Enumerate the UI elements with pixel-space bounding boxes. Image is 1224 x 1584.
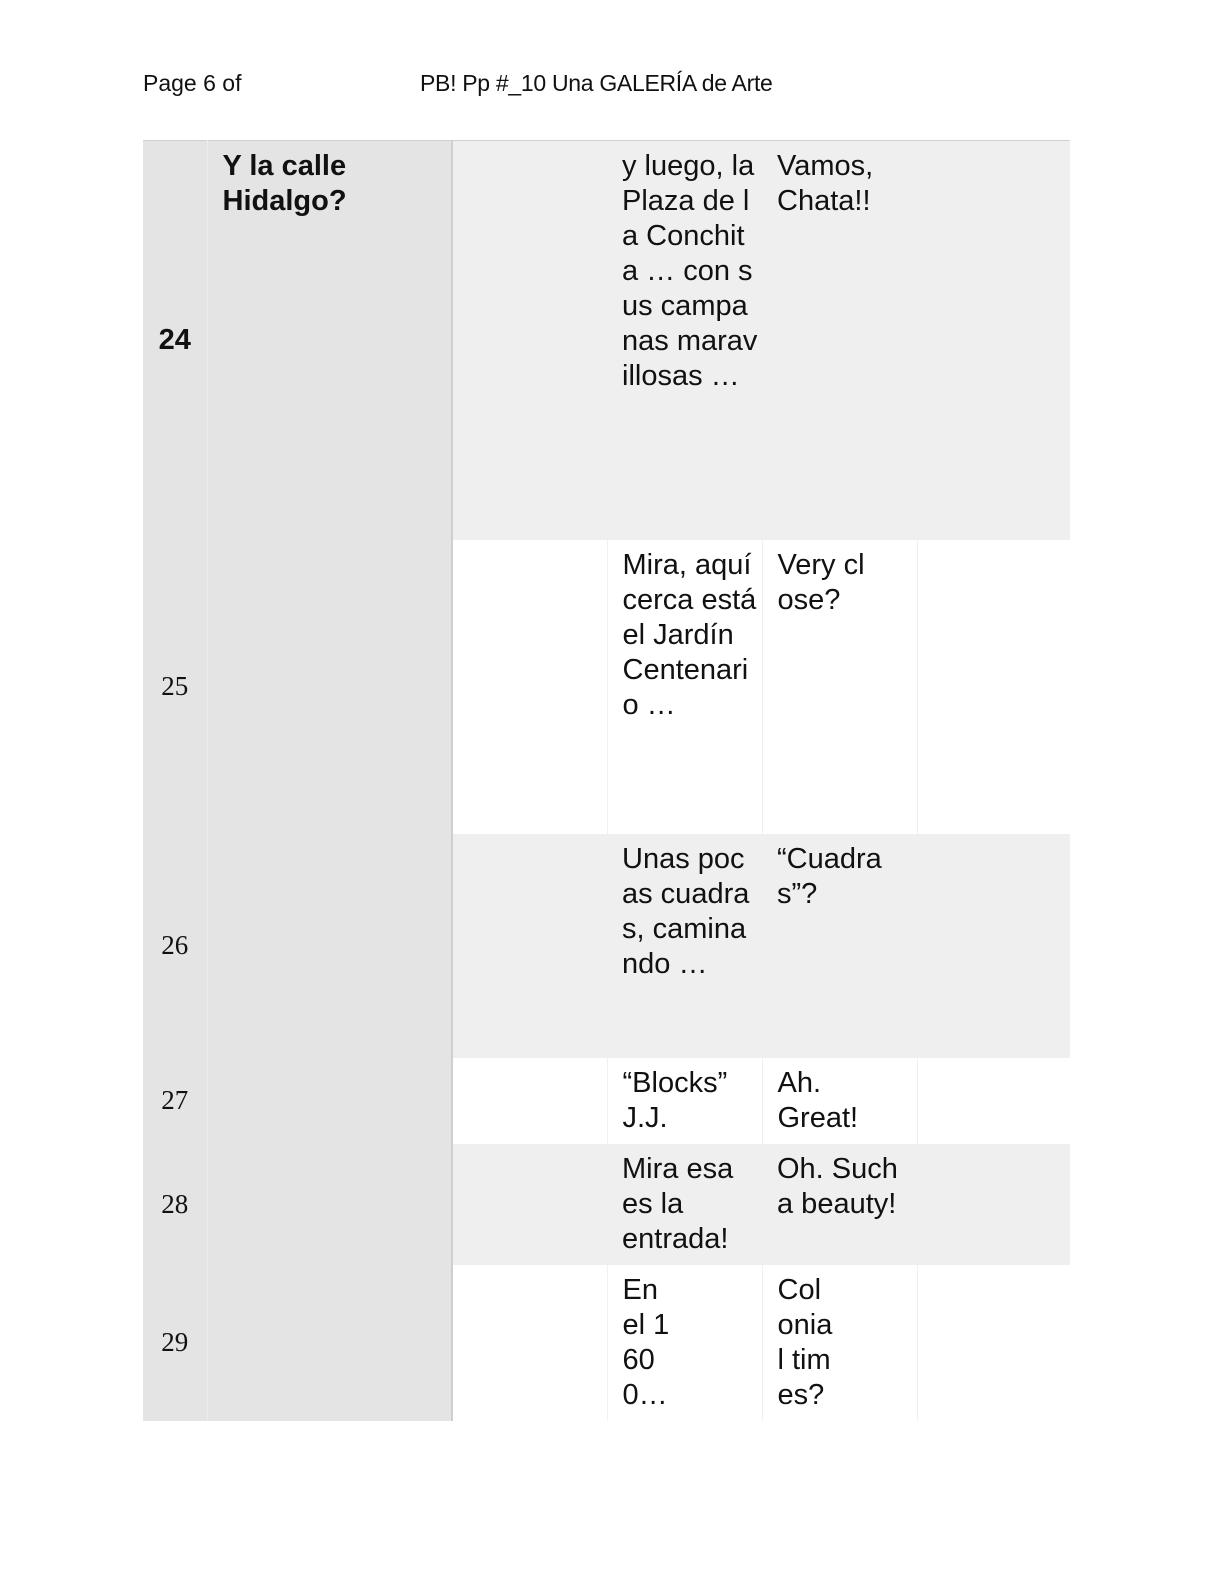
english-line-text: Oh. Such a beauty! bbox=[777, 1152, 898, 1220]
english-line bbox=[762, 540, 917, 834]
english-line bbox=[762, 1058, 917, 1144]
row-number: 29 bbox=[143, 1265, 207, 1421]
blank-cell bbox=[917, 1058, 1070, 1144]
english-line-text: Vamos, Chata!! bbox=[777, 150, 874, 217]
spanish-line-text: En el 1600… bbox=[622, 1273, 670, 1411]
row-number: 28 bbox=[143, 1144, 207, 1265]
spanish-line bbox=[607, 141, 762, 540]
english-line-text: Colonial times? bbox=[777, 1273, 833, 1411]
english-line bbox=[762, 1265, 917, 1421]
row-name bbox=[207, 834, 452, 1058]
spanish-line bbox=[607, 1058, 762, 1144]
spanish-line-text: Mira, aquí cerca está el Jardín Centenario … bbox=[622, 548, 757, 721]
page-number: Page 6 of bbox=[143, 70, 242, 96]
blank-cell bbox=[917, 540, 1070, 834]
english-line-text: Very close? bbox=[777, 548, 865, 616]
spanish-line bbox=[607, 834, 762, 1058]
spanish-line-text: Mira esa es la entrada! bbox=[622, 1152, 734, 1255]
spanish-line bbox=[607, 540, 762, 834]
blank-cell bbox=[917, 1144, 1070, 1265]
blank-cell bbox=[452, 834, 607, 1058]
row-number: 27 bbox=[143, 1058, 207, 1144]
spanish-line-text: Unas pocas cuadras, caminando … bbox=[622, 842, 750, 980]
row-number: 24 bbox=[143, 141, 207, 540]
script-table bbox=[143, 140, 1070, 1421]
row-name bbox=[207, 540, 452, 834]
document-title: PB! Pp #_10 Una GALERÍA de Arte bbox=[420, 70, 773, 96]
english-line bbox=[762, 141, 917, 540]
table-row bbox=[143, 834, 1070, 1058]
page-header bbox=[143, 70, 1043, 102]
row-name: Y la calle Hidalgo? bbox=[207, 141, 452, 540]
blank-cell bbox=[452, 540, 607, 834]
blank-cell bbox=[452, 1058, 607, 1144]
table-row bbox=[143, 540, 1070, 834]
table-row bbox=[143, 1058, 1070, 1144]
table-row bbox=[143, 1144, 1070, 1265]
blank-cell bbox=[452, 141, 607, 540]
blank-cell bbox=[917, 141, 1070, 540]
spanish-line bbox=[607, 1265, 762, 1421]
english-line bbox=[762, 834, 917, 1058]
blank-cell bbox=[452, 1265, 607, 1421]
english-line bbox=[762, 1144, 917, 1265]
table-row bbox=[143, 1265, 1070, 1421]
english-line-text: “Cuadras”? bbox=[777, 842, 882, 910]
row-number: 26 bbox=[143, 834, 207, 1058]
blank-cell bbox=[917, 834, 1070, 1058]
row-name bbox=[207, 1144, 452, 1265]
spanish-line bbox=[607, 1144, 762, 1265]
row-name bbox=[207, 1265, 452, 1421]
spanish-line-text: “Blocks” J.J. bbox=[622, 1066, 728, 1134]
blank-cell bbox=[917, 1265, 1070, 1421]
table-row bbox=[143, 141, 1070, 540]
blank-cell bbox=[452, 1144, 607, 1265]
row-number: 25 bbox=[143, 540, 207, 834]
english-line-text: Ah. Great! bbox=[777, 1066, 859, 1134]
row-name bbox=[207, 1058, 452, 1144]
spanish-line-text: y luego, la Plaza de la Conchita … con sus campanas maravillosas … bbox=[622, 150, 758, 392]
